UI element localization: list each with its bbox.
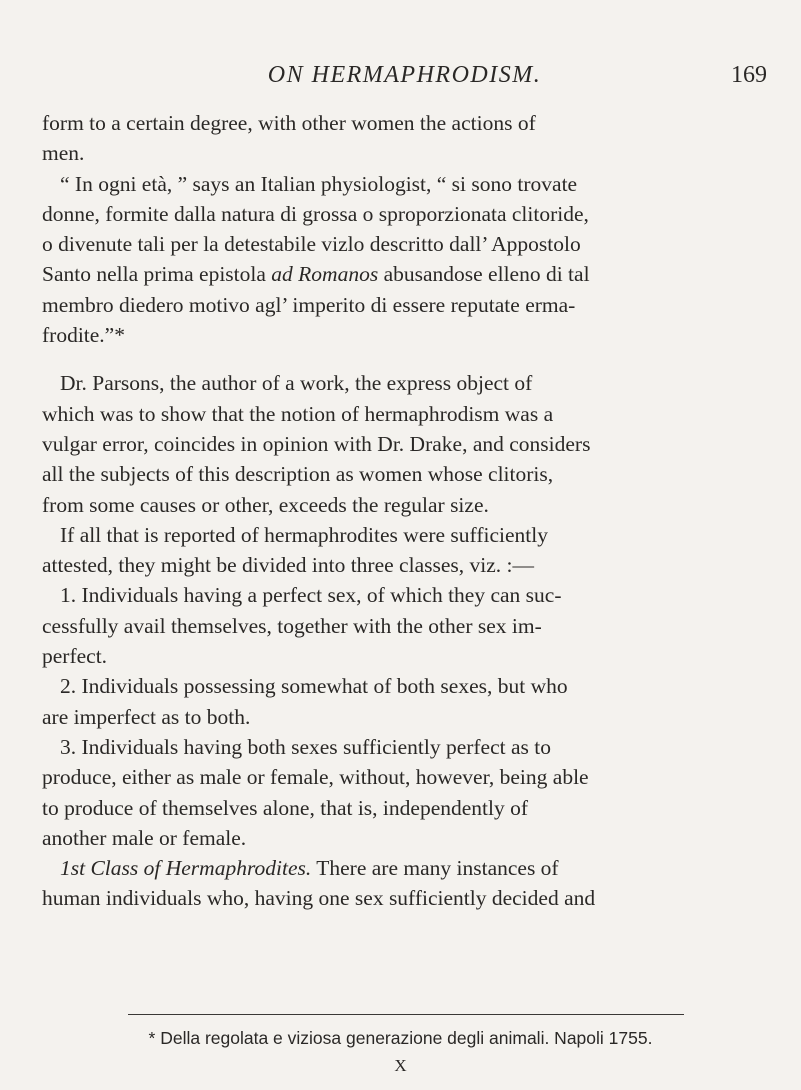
signature-mark: X [394,1056,407,1075]
page-header [42,62,767,96]
text-segment: Santo nella prima epistola [42,262,272,287]
text-line: from some causes or other, exceeds the regular size. [42,492,489,517]
text-line: attested, they might be divided into three classes, viz. :— [42,553,534,578]
text-line: “ In ogni età, ” says an Italian physiologist, “ si sono trovate [60,171,578,196]
text-line: frodite.”* [42,323,125,348]
text-line: produce, either as male or female, without, however, being able [42,765,589,790]
text-line: human individuals who, having one sex sufficiently decided and [42,886,596,911]
text-line: all the subjects of this description as women whose clitoris, [42,462,554,487]
text-line: 2. Individuals possessing somewhat of both sexes, but who [60,674,568,699]
text-line: o divenute tali per la detestabile vizlo descritto dall’ Appostolo [42,232,581,257]
text-line: form to a certain degree, with other women the actions of [42,111,536,135]
page-number: 169 [731,62,767,88]
text-line: are imperfect as to both. [42,704,251,729]
text-line: Dr. Parsons, the author of a work, the express object of [60,371,533,396]
text-line: which was to show that the notion of hermaphrodism was a [42,401,554,426]
text-line: cessfully avail themselves, together with the other sex im- [42,613,542,638]
footnote: * Della regolata e viziosa generazione degli animali. Napoli 1755. [148,1028,653,1048]
text-line: vulgar error, coincides in opinion with Dr. Drake, and considers [42,431,591,456]
text-line [42,853,769,883]
footnote-divider [128,1014,684,1015]
paragraph-gap [42,350,769,368]
italic-heading: 1st Class of Hermaphrodites. [60,856,312,881]
text-line [42,259,769,289]
text-line: 3. Individuals having both sexes sufficiently perfect as to [60,734,552,759]
text-line: donne, formite dalla natura di grossa o sproporzionata clitoride, [42,201,589,226]
text-line: membro diedero motivo agl’ imperito di essere reputate erma- [42,292,576,317]
text-line: perfect. [42,644,108,669]
running-title: ON HERMAPHRODISM. [267,62,542,88]
italic-title: ad Romanos [271,262,379,287]
text-segment: There are many instances of [311,856,559,881]
text-line: 1. Individuals having a perfect sex, of which they can suc- [60,583,562,608]
text-line: to produce of themselves alone, that is, independently of [42,795,529,820]
body-text [42,108,769,914]
text-segment: abusandose elleno di tal [378,262,590,287]
text-line: another male or female. [42,825,247,850]
text-line: If all that is reported of hermaphrodites were sufficiently [60,522,548,547]
text-line: men. [42,141,85,166]
